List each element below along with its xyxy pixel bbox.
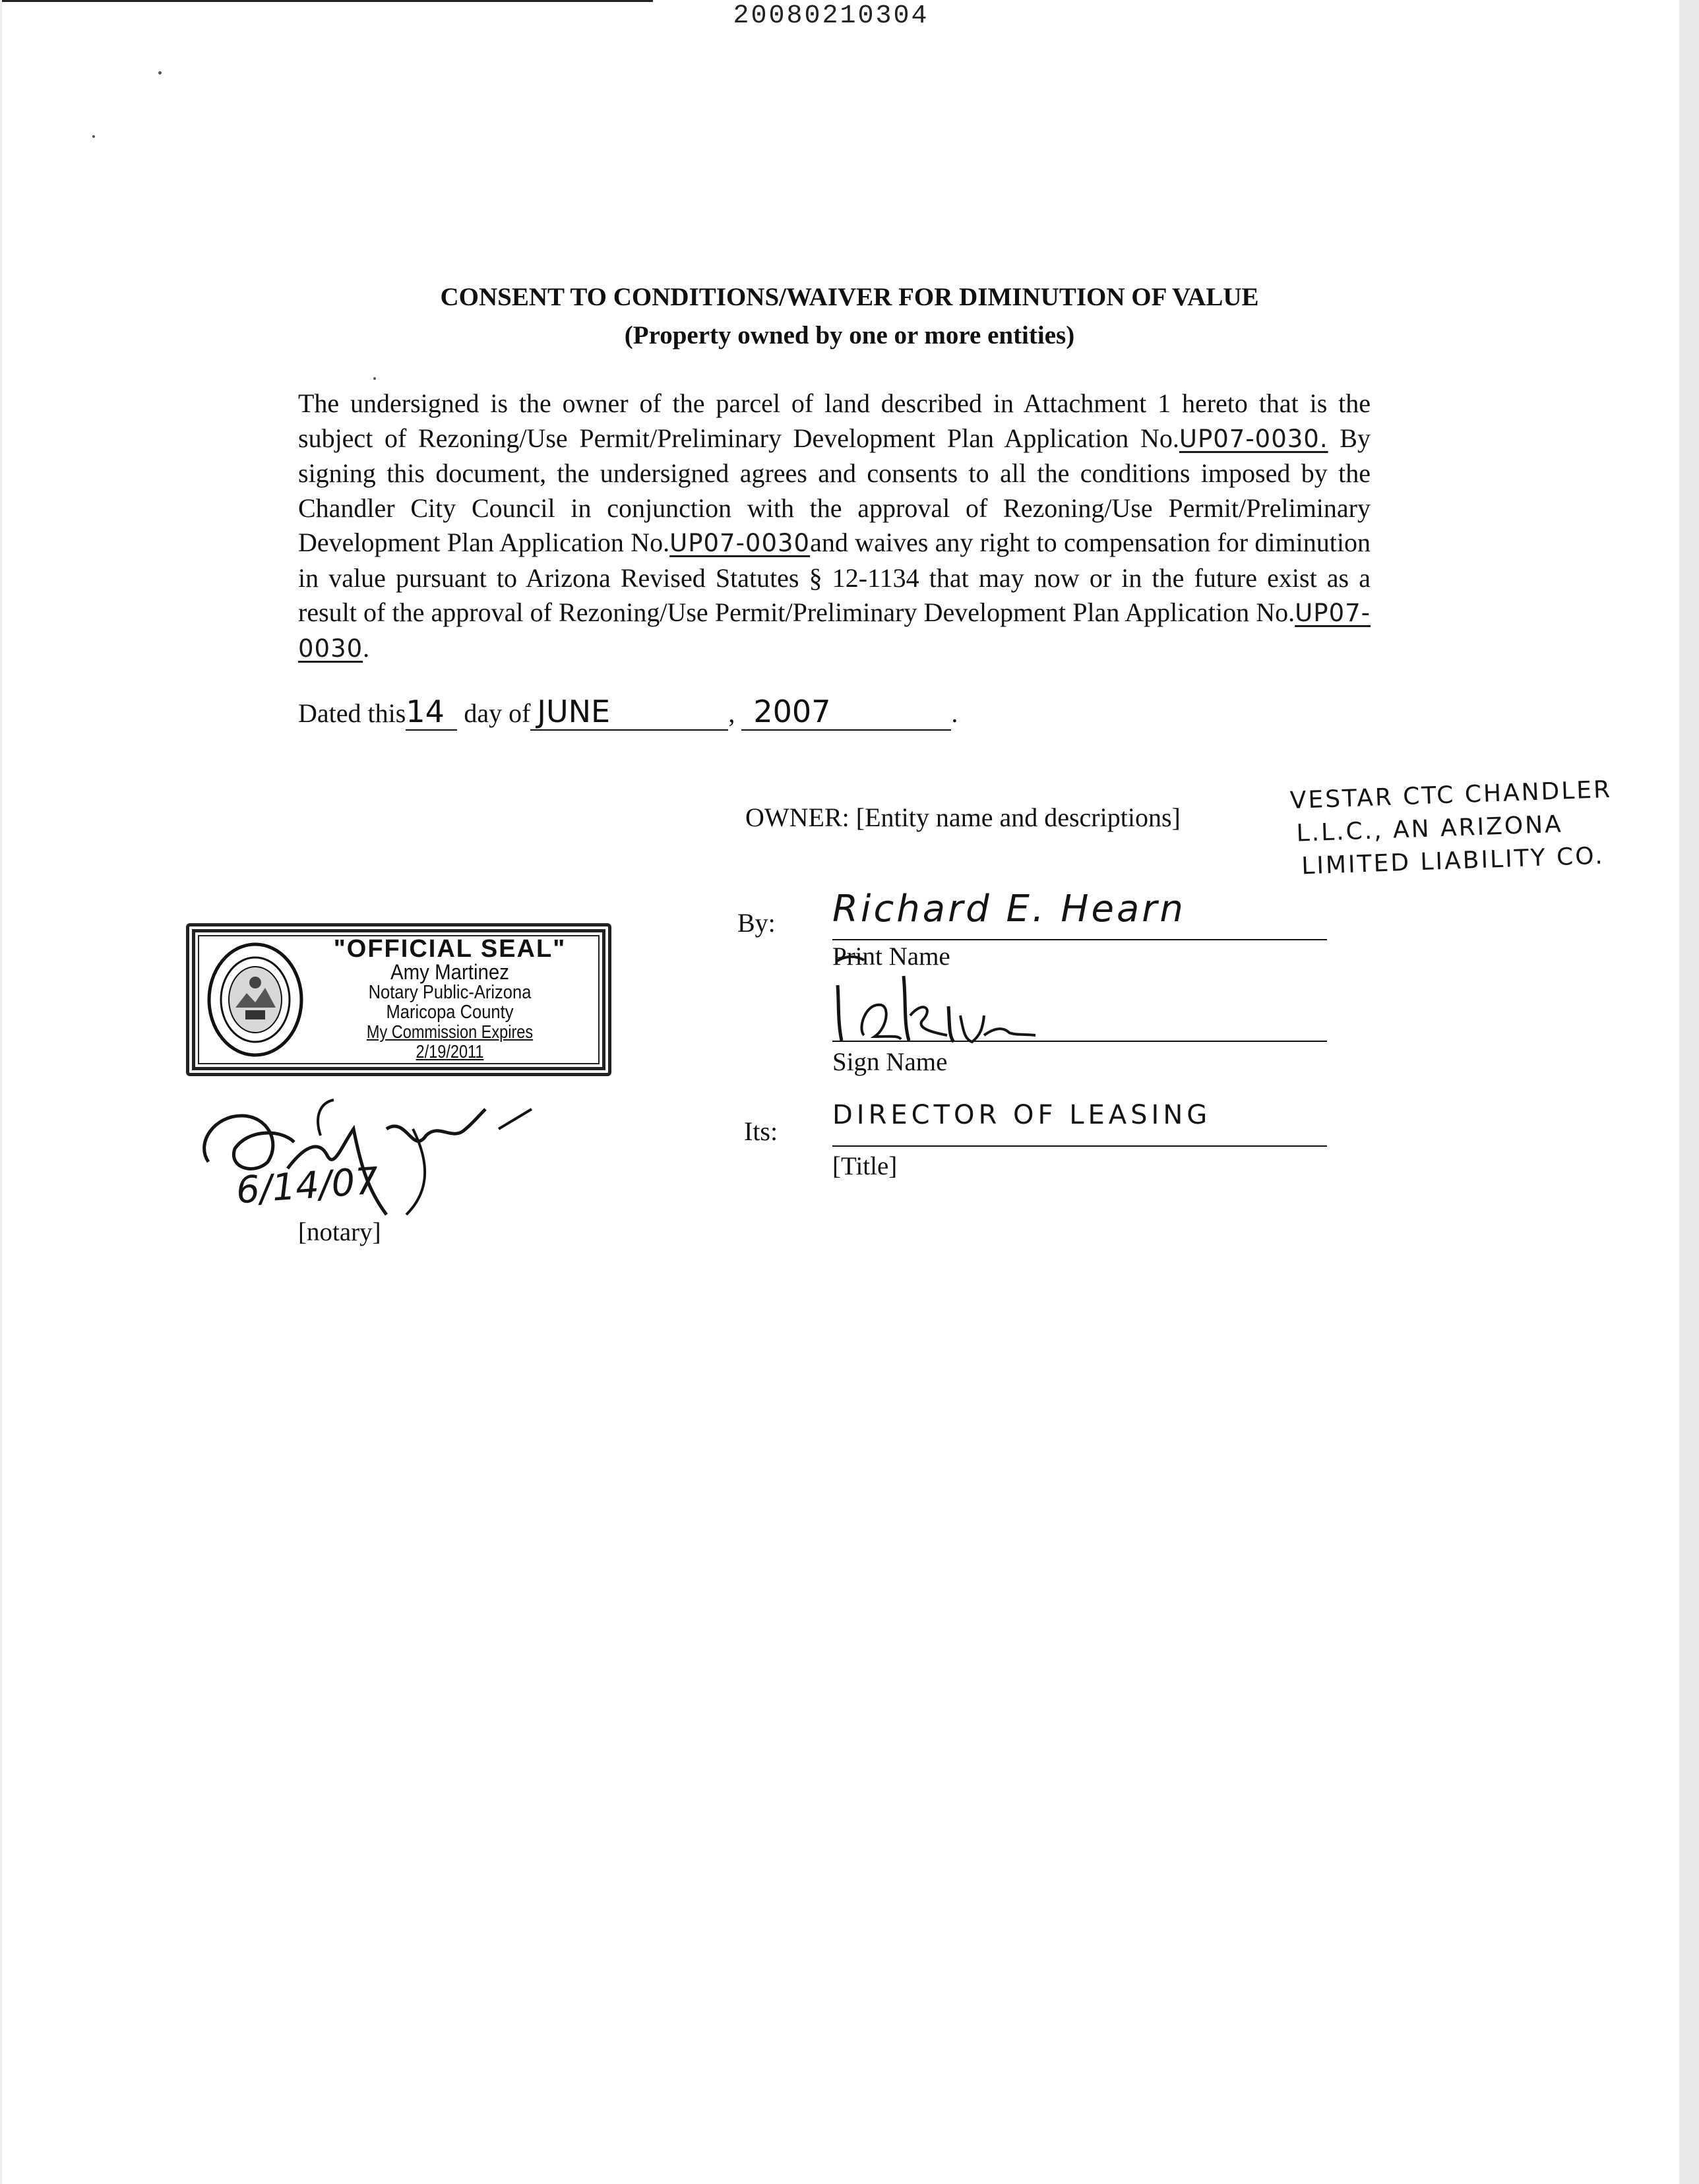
scan-top-rule [0, 0, 653, 2]
print-name-handwritten: Richard E. Hearn [832, 888, 1186, 930]
dated-period: . [951, 698, 958, 728]
notary-seal-stamp [186, 923, 611, 1076]
sign-name-caption: Sign Name [832, 1048, 948, 1076]
its-label: Its: [744, 1116, 778, 1146]
seal-notary-state: Notary Public-Arizona [368, 982, 532, 1003]
consent-text-end: . [363, 632, 370, 663]
application-number-handwritten: UP07-0030. [1179, 424, 1328, 453]
signer-title-caption: [Title] [832, 1152, 898, 1180]
dated-month-field: JUNE [530, 694, 728, 731]
consent-paragraph [298, 386, 1371, 666]
scan-right-edge [1679, 0, 1699, 2184]
notary-caption: [notary] [298, 1218, 381, 1246]
by-label: By: [737, 908, 776, 938]
form-title: CONSENT TO CONDITIONS/WAIVER FOR DIMINUTION OF VALUE [440, 283, 1259, 311]
owner-entity-line-3: LIMITED LIABILITY CO. [1301, 842, 1605, 880]
signer-title-handwritten: DIRECTOR OF LEASING [832, 1100, 1212, 1130]
scan-left-edge [0, 0, 2, 2184]
consent-text-part-1: The undersigned is the owner of the parcel of land described in Attachment 1 hereto that is the subject of Rezoning/Use Permit/Preliminary Development Plan Application No. [298, 388, 1371, 453]
dated-day-field: 14 [406, 694, 457, 731]
seal-notary-name: Amy Martinez [390, 960, 509, 984]
dated-prefix: Dated this [298, 698, 406, 728]
dated-year-field: 2007 [741, 694, 951, 731]
consent-text-part-2: By signing this document, the undersigned agrees and consents to all the conditions imposed by the Chandler City Council in conjunction with the approval of Rezoning/Use Permit/Preliminary Development Plan Application No. [298, 423, 1371, 557]
owner-entity-handwritten [1289, 772, 1662, 883]
document-number: 20080210304 [733, 1, 929, 31]
owner-signature [818, 936, 1121, 1048]
seal-text [311, 936, 588, 1062]
application-number-handwritten: UP07-0030 [669, 529, 811, 557]
seal-commission-expiry: My Commission Expires 2/19/2011 [366, 1021, 534, 1062]
seal-official-seal: "OFFICIAL SEAL" [333, 935, 567, 963]
owner-label: OWNER: [Entity name and descriptions] [745, 803, 1181, 832]
dated-day-of: day of [464, 698, 531, 728]
sign-name-line [832, 1041, 1327, 1042]
dated-line [298, 694, 958, 731]
dated-comma: , [728, 698, 735, 728]
notary-date-handwritten: 6/14/07 [234, 1159, 380, 1213]
application-number-handwritten: UP07-0030 [298, 599, 1371, 663]
state-seal-emblem-icon [206, 942, 305, 1058]
owner-entity-line-1: VESTAR CTC CHANDLER [1289, 775, 1613, 814]
seal-county: Maricopa County [386, 1002, 514, 1023]
consent-text-part-3: and waives any right to compensation for diminution in value pursuant to Arizona Revised Statutes § 12-1134 that may now or in the future exist as a result of the approval of Rezoning/Use Permit/Preliminary Development Plan Application No. [298, 528, 1371, 627]
scan-speck [158, 71, 162, 75]
owner-entity-line-2: L.L.C., AN ARIZONA [1295, 810, 1564, 847]
print-name-caption: Print Name [832, 942, 950, 971]
scan-speck [373, 377, 376, 380]
signer-title-line [832, 1145, 1327, 1147]
form-subtitle: (Property owned by one or more entities) [624, 321, 1075, 349]
scan-speck [92, 135, 95, 138]
